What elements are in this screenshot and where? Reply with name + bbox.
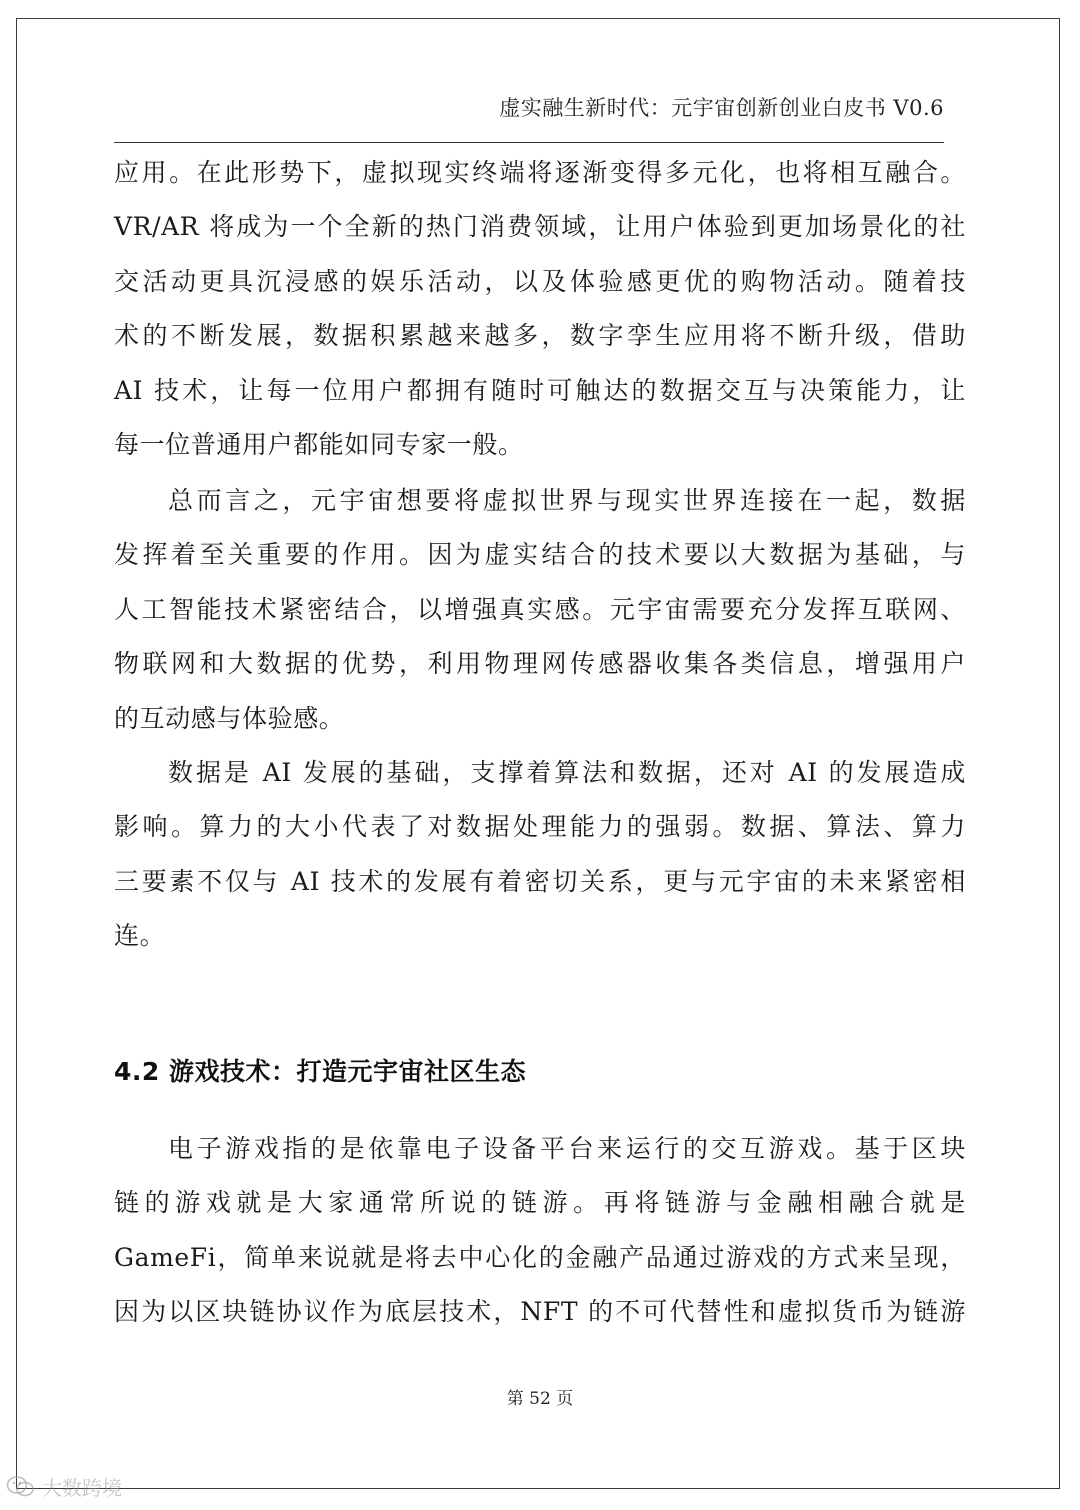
text-line: 影响。算力的大小代表了对数据处理能力的强弱。数据、算法、算力 <box>114 812 966 842</box>
text-line: VR/AR 将成为一个全新的热门消费领域，让用户体验到更加场景化的社 <box>114 212 966 242</box>
text-line: 连。 <box>114 921 166 951</box>
text-line: 链的游戏就是大家通常所说的链游。再将链游与金融相融合就是 <box>114 1188 966 1218</box>
text-line: 总而言之，元宇宙想要将虚拟世界与现实世界连接在一起，数据 <box>168 486 966 515</box>
header-divider <box>114 142 944 143</box>
text-line: 术的不断发展，数据积累越来越多，数字孪生应用将不断升级，借助 <box>114 321 966 351</box>
section-paragraph <box>114 1122 966 1340</box>
paragraph-2 <box>114 474 966 746</box>
watermark-text: 大数跨境 <box>42 1476 122 1500</box>
text-line: 发挥着至关重要的作用。因为虚实结合的技术要以大数据为基础，与 <box>114 540 966 570</box>
text-line: 电子游戏指的是依靠电子设备平台来运行的交互游戏。基于区块 <box>168 1134 966 1163</box>
text-line: 三要素不仅与 AI 技术的发展有着密切关系，更与元宇宙的未来紧密相 <box>114 866 966 896</box>
text-line: AI 技术，让每一位用户都拥有随时可触达的数据交互与决策能力，让 <box>114 375 966 405</box>
text-line: 因为以区块链协议作为底层技术，NFT 的不可代替性和虚拟货币为链游 <box>114 1297 966 1327</box>
text-line: 应用。在此形势下，虚拟现实终端将逐渐变得多元化，也将相互融合。 <box>114 158 966 187</box>
wechat-logo-icon <box>6 1475 36 1499</box>
section-heading: 4.2 游戏技术：打造元宇宙社区生态 <box>114 1057 526 1086</box>
text-line: 数据是 AI 发展的基础，支撑着算法和数据，还对 AI 的发展造成 <box>168 758 966 787</box>
text-line: 每一位普通用户都能如同专家一般。 <box>114 429 524 459</box>
paragraph-1 <box>114 146 966 472</box>
running-header-title: 虚实融生新时代：元宇宙创新创业白皮书 V0.6 <box>499 96 944 120</box>
page-number: 第 52 页 <box>506 1389 574 1409</box>
text-line: 人工智能技术紧密结合，以增强真实感。元宇宙需要充分发挥互联网、 <box>114 594 966 624</box>
text-line: GameFi，简单来说就是将去中心化的金融产品通过游戏的方式来呈现， <box>114 1242 966 1272</box>
text-line: 的互动感与体验感。 <box>114 703 345 733</box>
paragraph-3 <box>114 746 966 964</box>
text-line: 物联网和大数据的优势，利用物理网传感器收集各类信息，增强用户 <box>114 649 966 679</box>
watermark <box>6 1472 122 1501</box>
text-line: 交活动更具沉浸感的娱乐活动，以及体验感更优的购物活动。随着技 <box>114 266 966 296</box>
